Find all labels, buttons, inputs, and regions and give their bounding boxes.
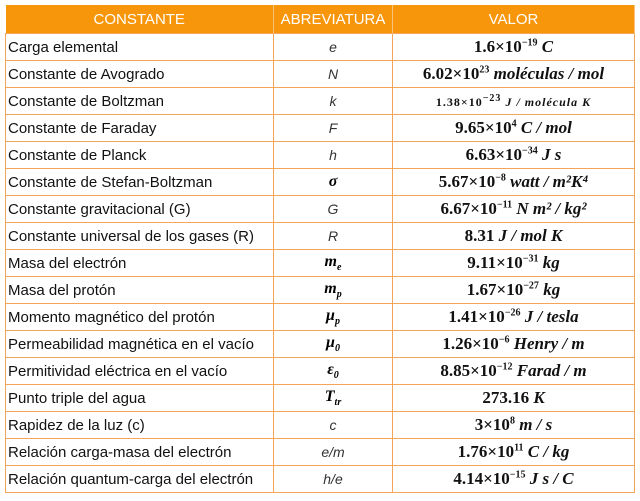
constant-name: Constante de Faraday (6, 115, 274, 142)
abbr-symbol: T (324, 387, 335, 405)
constant-name: Constante de Avogrado (6, 61, 274, 88)
constant-abbreviation (274, 304, 393, 331)
value-exponent: −11 (496, 199, 513, 211)
constant-name: Constante de Planck (6, 142, 274, 169)
value-exponent: 23 (479, 64, 490, 76)
value-mantissa: 8.31 (464, 226, 495, 245)
abbr-subscript: e (337, 262, 342, 274)
constant-abbreviation (274, 439, 393, 466)
constant-value (393, 277, 635, 304)
value-exponent: 11 (514, 442, 524, 454)
constants-table (5, 5, 635, 493)
value-mantissa: 5.67×10 (438, 172, 496, 191)
table-row (6, 223, 635, 250)
value-exponent: −19 (521, 37, 538, 49)
value-unit: watt / m²K⁴ (510, 172, 589, 191)
abbr-symbol: k (329, 93, 337, 109)
abbr-symbol: σ (328, 173, 338, 190)
constant-value (393, 331, 635, 358)
constant-name: Rapidez de la luz (c) (6, 412, 274, 439)
abbr-symbol: e/m (321, 444, 345, 460)
constant-abbreviation (274, 223, 393, 250)
table-row (6, 61, 635, 88)
value-unit: kg (542, 253, 560, 272)
abbr-symbol: G (327, 201, 339, 217)
constant-value (393, 196, 635, 223)
abbr-symbol: R (327, 228, 339, 244)
constant-abbreviation (274, 61, 393, 88)
constant-abbreviation (274, 250, 393, 277)
value-mantissa: 4.14×10 (453, 469, 510, 488)
constant-value (393, 115, 635, 142)
table-row (6, 142, 635, 169)
constant-value (393, 88, 635, 115)
constant-abbreviation (274, 385, 393, 412)
value-mantissa: 9.65×10 (455, 118, 512, 137)
value-exponent: −6 (498, 334, 510, 346)
constant-value (393, 439, 635, 466)
value-mantissa: 6.02×10 (422, 64, 480, 83)
constant-abbreviation (274, 142, 393, 169)
constant-name: Carga elemental (6, 34, 274, 61)
value-mantissa: 1.38×10 (435, 94, 483, 109)
value-unit: Henry / m (513, 334, 585, 353)
constant-value (393, 34, 635, 61)
value-exponent: −23 (482, 92, 502, 104)
value-exponent: −8 (495, 172, 506, 184)
abbr-subscript: p (336, 289, 342, 301)
value-mantissa: 1.6×10 (473, 37, 522, 56)
table-header (6, 5, 635, 34)
constant-abbreviation (274, 169, 393, 196)
value-unit: K (533, 388, 545, 407)
constant-abbreviation (274, 331, 393, 358)
value-exponent: 8 (509, 415, 515, 427)
value-unit: C / mol (520, 118, 572, 137)
abbr-symbol: μ (326, 333, 335, 351)
value-mantissa: 9.11×10 (467, 253, 523, 272)
abbr-subscript: 0 (334, 343, 340, 355)
value-mantissa: 1.76×10 (457, 442, 515, 461)
value-exponent: −12 (496, 361, 513, 373)
constant-abbreviation (274, 115, 393, 142)
abbr-symbol: e (329, 39, 337, 55)
constant-value (393, 142, 635, 169)
constant-name: Relación carga-masa del electrón (6, 439, 274, 466)
constant-name: Constante de Boltzman (6, 88, 274, 115)
value-unit: m / s (519, 415, 553, 434)
constant-name: Masa del protón (6, 277, 274, 304)
abbr-symbol: c (329, 417, 337, 433)
constant-name: Momento magnético del protón (6, 304, 274, 331)
header-valor: VALOR (393, 5, 635, 34)
value-exponent: −15 (509, 469, 526, 481)
value-unit: Farad / m (516, 361, 587, 380)
table-row (6, 412, 635, 439)
table-row (6, 277, 635, 304)
constant-value (393, 412, 635, 439)
constant-name: Punto triple del agua (6, 385, 274, 412)
table-row (6, 88, 635, 115)
constant-abbreviation (274, 412, 393, 439)
abbr-symbol: m (324, 252, 337, 270)
abbr-symbol: μ (326, 306, 335, 324)
table-row (6, 34, 635, 61)
value-unit: J / mol K (498, 226, 563, 245)
table-row (6, 169, 635, 196)
constant-value (393, 358, 635, 385)
abbr-symbol: h/e (323, 471, 343, 487)
value-unit: C (541, 37, 554, 56)
table-row (6, 304, 635, 331)
abbr-symbol: h (329, 147, 337, 163)
table-row (6, 196, 635, 223)
value-mantissa: 3×10 (474, 415, 510, 434)
constant-abbreviation (274, 34, 393, 61)
value-exponent: −27 (523, 280, 539, 292)
header-abreviatura: ABREVIATURA (274, 5, 393, 34)
constant-value (393, 250, 635, 277)
constant-value (393, 223, 635, 250)
constant-abbreviation (274, 277, 393, 304)
constant-name: Masa del electrón (6, 250, 274, 277)
value-mantissa: 273.16 (482, 388, 530, 407)
table-row (6, 466, 635, 493)
table-row (6, 250, 635, 277)
constant-value (393, 304, 635, 331)
constant-name: Constante universal de los gases (R) (6, 223, 274, 250)
value-unit: J / molécula K (505, 94, 592, 109)
value-mantissa: 6.67×10 (440, 199, 497, 218)
table-row (6, 331, 635, 358)
constant-value (393, 466, 635, 493)
constant-name: Constante de Stefan-Boltzman (6, 169, 274, 196)
abbr-subscript: tr (334, 397, 342, 409)
value-mantissa: 1.67×10 (466, 280, 524, 299)
value-unit: kg (543, 280, 561, 299)
table-row (6, 439, 635, 466)
table-row (6, 115, 635, 142)
value-unit: J s / C (529, 469, 574, 488)
value-mantissa: 1.26×10 (442, 334, 499, 353)
table-row (6, 385, 635, 412)
constant-value (393, 385, 635, 412)
value-exponent: 4 (511, 118, 517, 130)
value-mantissa: 8.85×10 (440, 361, 497, 380)
value-unit: C / kg (527, 442, 570, 461)
constant-value (393, 169, 635, 196)
constant-abbreviation (274, 358, 393, 385)
value-unit: J / tesla (524, 307, 579, 326)
constant-abbreviation (274, 466, 393, 493)
table-row (6, 358, 635, 385)
abbr-symbol: N (327, 66, 339, 82)
constant-name: Relación quantum-carga del electrón (6, 466, 274, 493)
abbr-symbol: F (328, 120, 338, 136)
constant-abbreviation (274, 88, 393, 115)
value-mantissa: 6.63×10 (465, 145, 523, 164)
value-exponent: −26 (504, 307, 521, 319)
constant-value (393, 61, 635, 88)
constant-name: Constante gravitacional (G) (6, 196, 274, 223)
value-exponent: −34 (522, 145, 538, 157)
constant-name: Permeabilidad magnética en el vacío (6, 331, 274, 358)
abbr-subscript: p (334, 316, 340, 328)
value-unit: J s (542, 145, 562, 164)
value-exponent: −31 (522, 253, 539, 265)
abbr-subscript: 0 (333, 370, 339, 382)
value-unit: N m² / kg² (516, 199, 587, 218)
value-mantissa: 1.41×10 (448, 307, 505, 326)
constant-abbreviation (274, 196, 393, 223)
value-unit: moléculas / mol (493, 64, 605, 83)
abbr-symbol: ε (327, 360, 334, 378)
header-constante: CONSTANTE (6, 5, 274, 34)
abbr-symbol: m (324, 279, 337, 297)
constant-name: Permitividad eléctrica en el vacío (6, 358, 274, 385)
